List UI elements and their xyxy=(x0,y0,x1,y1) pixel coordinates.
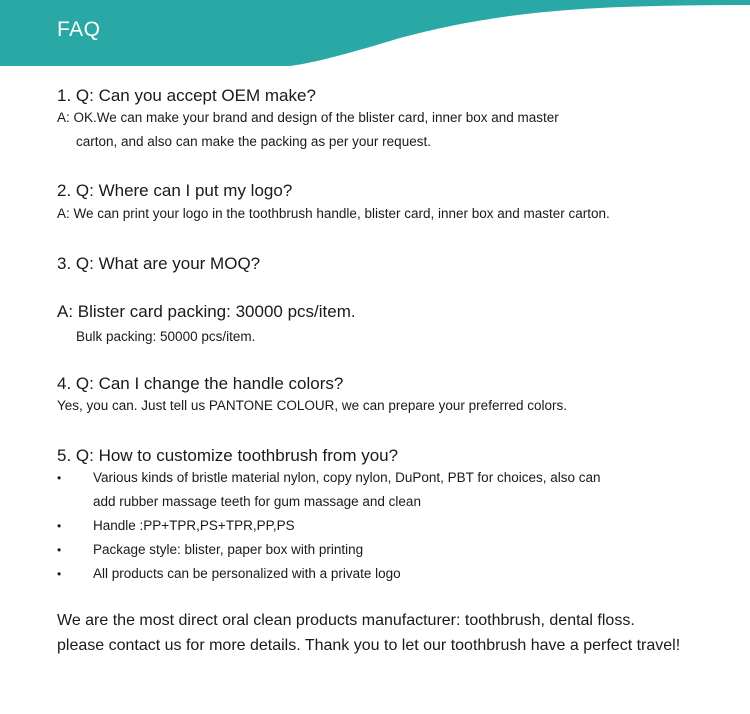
faq-answer-1-line1: A: OK.We can make your brand and design of the blister card, inner box and master xyxy=(57,110,559,125)
faq-question-4: 4. Q: Can I change the handle colors? xyxy=(57,374,344,393)
bullet-icon: • xyxy=(57,567,62,581)
faq-question-2: 2. Q: Where can I put my logo? xyxy=(57,181,293,200)
bullet-icon: • xyxy=(57,471,62,485)
list-item: Handle :PP+TPR,PS+TPR,PP,PS xyxy=(93,518,295,533)
faq-question-3: 3. Q: What are your MOQ? xyxy=(57,254,261,273)
list-item: All products can be personalized with a private logo xyxy=(93,566,401,581)
page-title: FAQ xyxy=(57,18,101,41)
faq-answer-3-sub: Bulk packing: 50000 pcs/item. xyxy=(76,329,256,344)
list-item: add rubber massage teeth for gum massage and clean xyxy=(93,494,421,509)
faq-header-banner xyxy=(0,0,750,66)
footer-line-1: We are the most direct oral clean products manufacturer: toothbrush, dental floss. xyxy=(57,612,635,629)
footer-line-2: please contact us for more details. Thank you to let our toothbrush have a perfect travel! xyxy=(57,637,681,654)
faq-answer-1-line2: carton, and also can make the packing as per your request. xyxy=(76,134,431,149)
faq-answer-3-main: A: Blister card packing: 30000 pcs/item. xyxy=(57,302,356,321)
header-wave-shape xyxy=(0,0,750,66)
bullet-icon: • xyxy=(57,519,62,533)
list-item: Package style: blister, paper box with printing xyxy=(93,542,364,557)
faq-answer-4: Yes, you can. Just tell us PANTONE COLOUR, we can prepare your preferred colors. xyxy=(57,398,567,413)
bullet-icon: • xyxy=(57,543,62,557)
faq-question-1: 1. Q: Can you accept OEM make? xyxy=(57,86,316,105)
faq-answer-2: A: We can print your logo in the toothbrush handle, blister card, inner box and master carton. xyxy=(57,206,610,221)
list-item: Various kinds of bristle material nylon, copy nylon, DuPont, PBT for choices, also can xyxy=(93,470,601,485)
faq-question-5: 5. Q: How to customize toothbrush from you? xyxy=(57,446,399,465)
